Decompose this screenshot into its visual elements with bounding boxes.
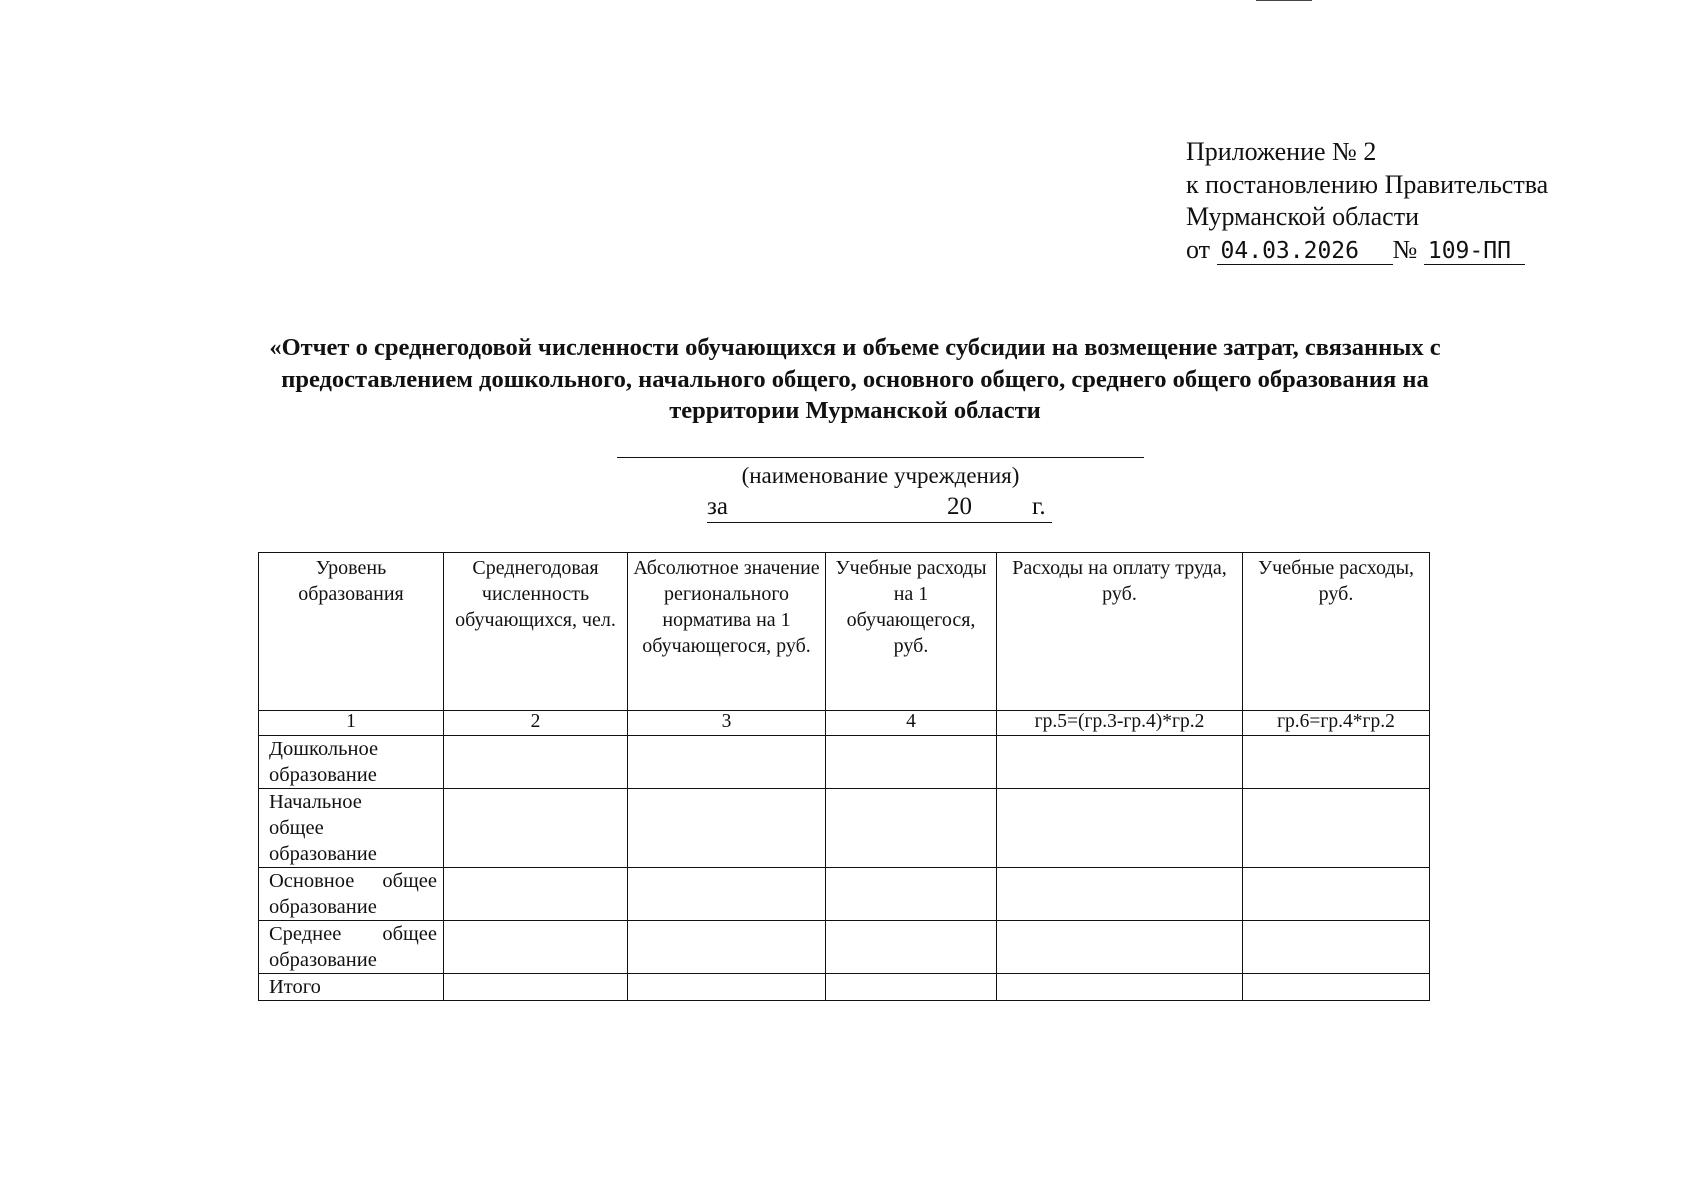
- report-period: [707, 492, 1052, 523]
- column-number: 4: [826, 711, 997, 736]
- appendix-resolution: к постановлению Правительства: [1186, 169, 1549, 199]
- table-cell: [826, 974, 997, 1001]
- column-number: 3: [628, 711, 826, 736]
- row-label: [259, 974, 444, 1001]
- row-label-line: Начальное: [269, 791, 362, 813]
- table-cell: [628, 974, 826, 1001]
- table-cell: [826, 921, 997, 974]
- table-cell: [444, 736, 628, 789]
- header-labor-costs: Расходы на оплату труда, руб.: [997, 553, 1243, 711]
- institution-caption: (наименование учреждения): [741, 463, 1020, 488]
- row-label-line: образование: [269, 843, 377, 865]
- table-cell: [628, 868, 826, 921]
- table-cell: [1243, 868, 1430, 921]
- table-cell: [826, 736, 997, 789]
- appendix-date-line: [1186, 234, 1548, 267]
- row-label: [259, 789, 444, 868]
- table-row-primary: [259, 789, 1430, 868]
- column-number-row: [259, 711, 1430, 736]
- table-row-secondary: [259, 921, 1430, 974]
- row-label-line: Дошкольное: [269, 738, 379, 760]
- table-cell: [997, 868, 1243, 921]
- scan-mark: [1256, 0, 1312, 1]
- header-study-costs: Учебные расходы, руб.: [1243, 553, 1430, 711]
- report-title-line-2: предоставлением дошкольного, начального общего, основного общего, среднего общего образования на: [281, 365, 1429, 393]
- table-cell: [1243, 789, 1430, 868]
- report-table: [258, 552, 1430, 1001]
- row-label: [259, 868, 444, 921]
- column-formula: гр.6=гр.4*гр.2: [1243, 711, 1430, 736]
- header-regional-norm: Абсолютное значение регионального норматива на 1 обучающегося, руб.: [628, 553, 826, 711]
- table-cell: [1243, 974, 1430, 1001]
- row-label-line: Основное общее: [269, 870, 437, 892]
- table-cell: [628, 921, 826, 974]
- table-cell: [628, 736, 826, 789]
- column-formula: гр.5=(гр.3-гр.4)*гр.2: [997, 711, 1243, 736]
- row-label-line: общее: [269, 817, 324, 839]
- appendix-from-label: от: [1186, 234, 1211, 264]
- row-label-line: образование: [269, 949, 377, 971]
- header-average-students: Среднегодовая численность обучающихся, чел.: [444, 553, 628, 711]
- table-cell: [444, 868, 628, 921]
- column-number: 1: [259, 711, 444, 736]
- table-cell: [1243, 921, 1430, 974]
- table-row-basic: [259, 868, 1430, 921]
- table-cell: [997, 789, 1243, 868]
- table-cell: [444, 921, 628, 974]
- row-label-line: образование: [269, 764, 377, 786]
- report-title: [120, 332, 1590, 427]
- appendix-region: Мурманской области: [1186, 202, 1419, 231]
- period-suffix: г.: [1032, 493, 1046, 520]
- row-label: [259, 736, 444, 789]
- period-year: 20: [947, 493, 972, 520]
- appendix-number: 109-ПП: [1424, 238, 1525, 265]
- appendix-title: Приложение № 2: [1186, 137, 1377, 166]
- row-label-line: образование: [269, 896, 377, 918]
- table-row-preschool: [259, 736, 1430, 789]
- table-cell: [826, 868, 997, 921]
- table-header-row: [259, 553, 1430, 711]
- row-label-line: Итого: [269, 976, 321, 998]
- table-row-total: [259, 974, 1430, 1001]
- period-prefix: за: [707, 493, 728, 520]
- header-study-costs-per-student: Учебные расходы на 1 обучающегося, руб.: [826, 553, 997, 711]
- appendix-date: 04.03.2026: [1217, 238, 1393, 265]
- table-cell: [444, 974, 628, 1001]
- report-title-line-3: территории Мурманской области: [669, 397, 1041, 424]
- table-cell: [997, 921, 1243, 974]
- table-cell: [1243, 736, 1430, 789]
- report-title-line-1: «Отчет о среднегодовой численности обучающихся и объеме субсидии на возмещение затрат, связанных с: [269, 334, 1441, 361]
- appendix-number-sign: №: [1392, 234, 1418, 264]
- column-number: 2: [444, 711, 628, 736]
- table-cell: [997, 736, 1243, 789]
- row-label: [259, 921, 444, 974]
- table-cell: [628, 789, 826, 868]
- appendix-block: [1186, 136, 1548, 266]
- header-education-level: Уровень образования: [259, 553, 444, 711]
- table-cell: [444, 789, 628, 868]
- institution-name-line: [617, 457, 1144, 458]
- table-cell: [997, 974, 1243, 1001]
- row-label-line: Среднее общее: [269, 923, 437, 945]
- table-cell: [826, 789, 997, 868]
